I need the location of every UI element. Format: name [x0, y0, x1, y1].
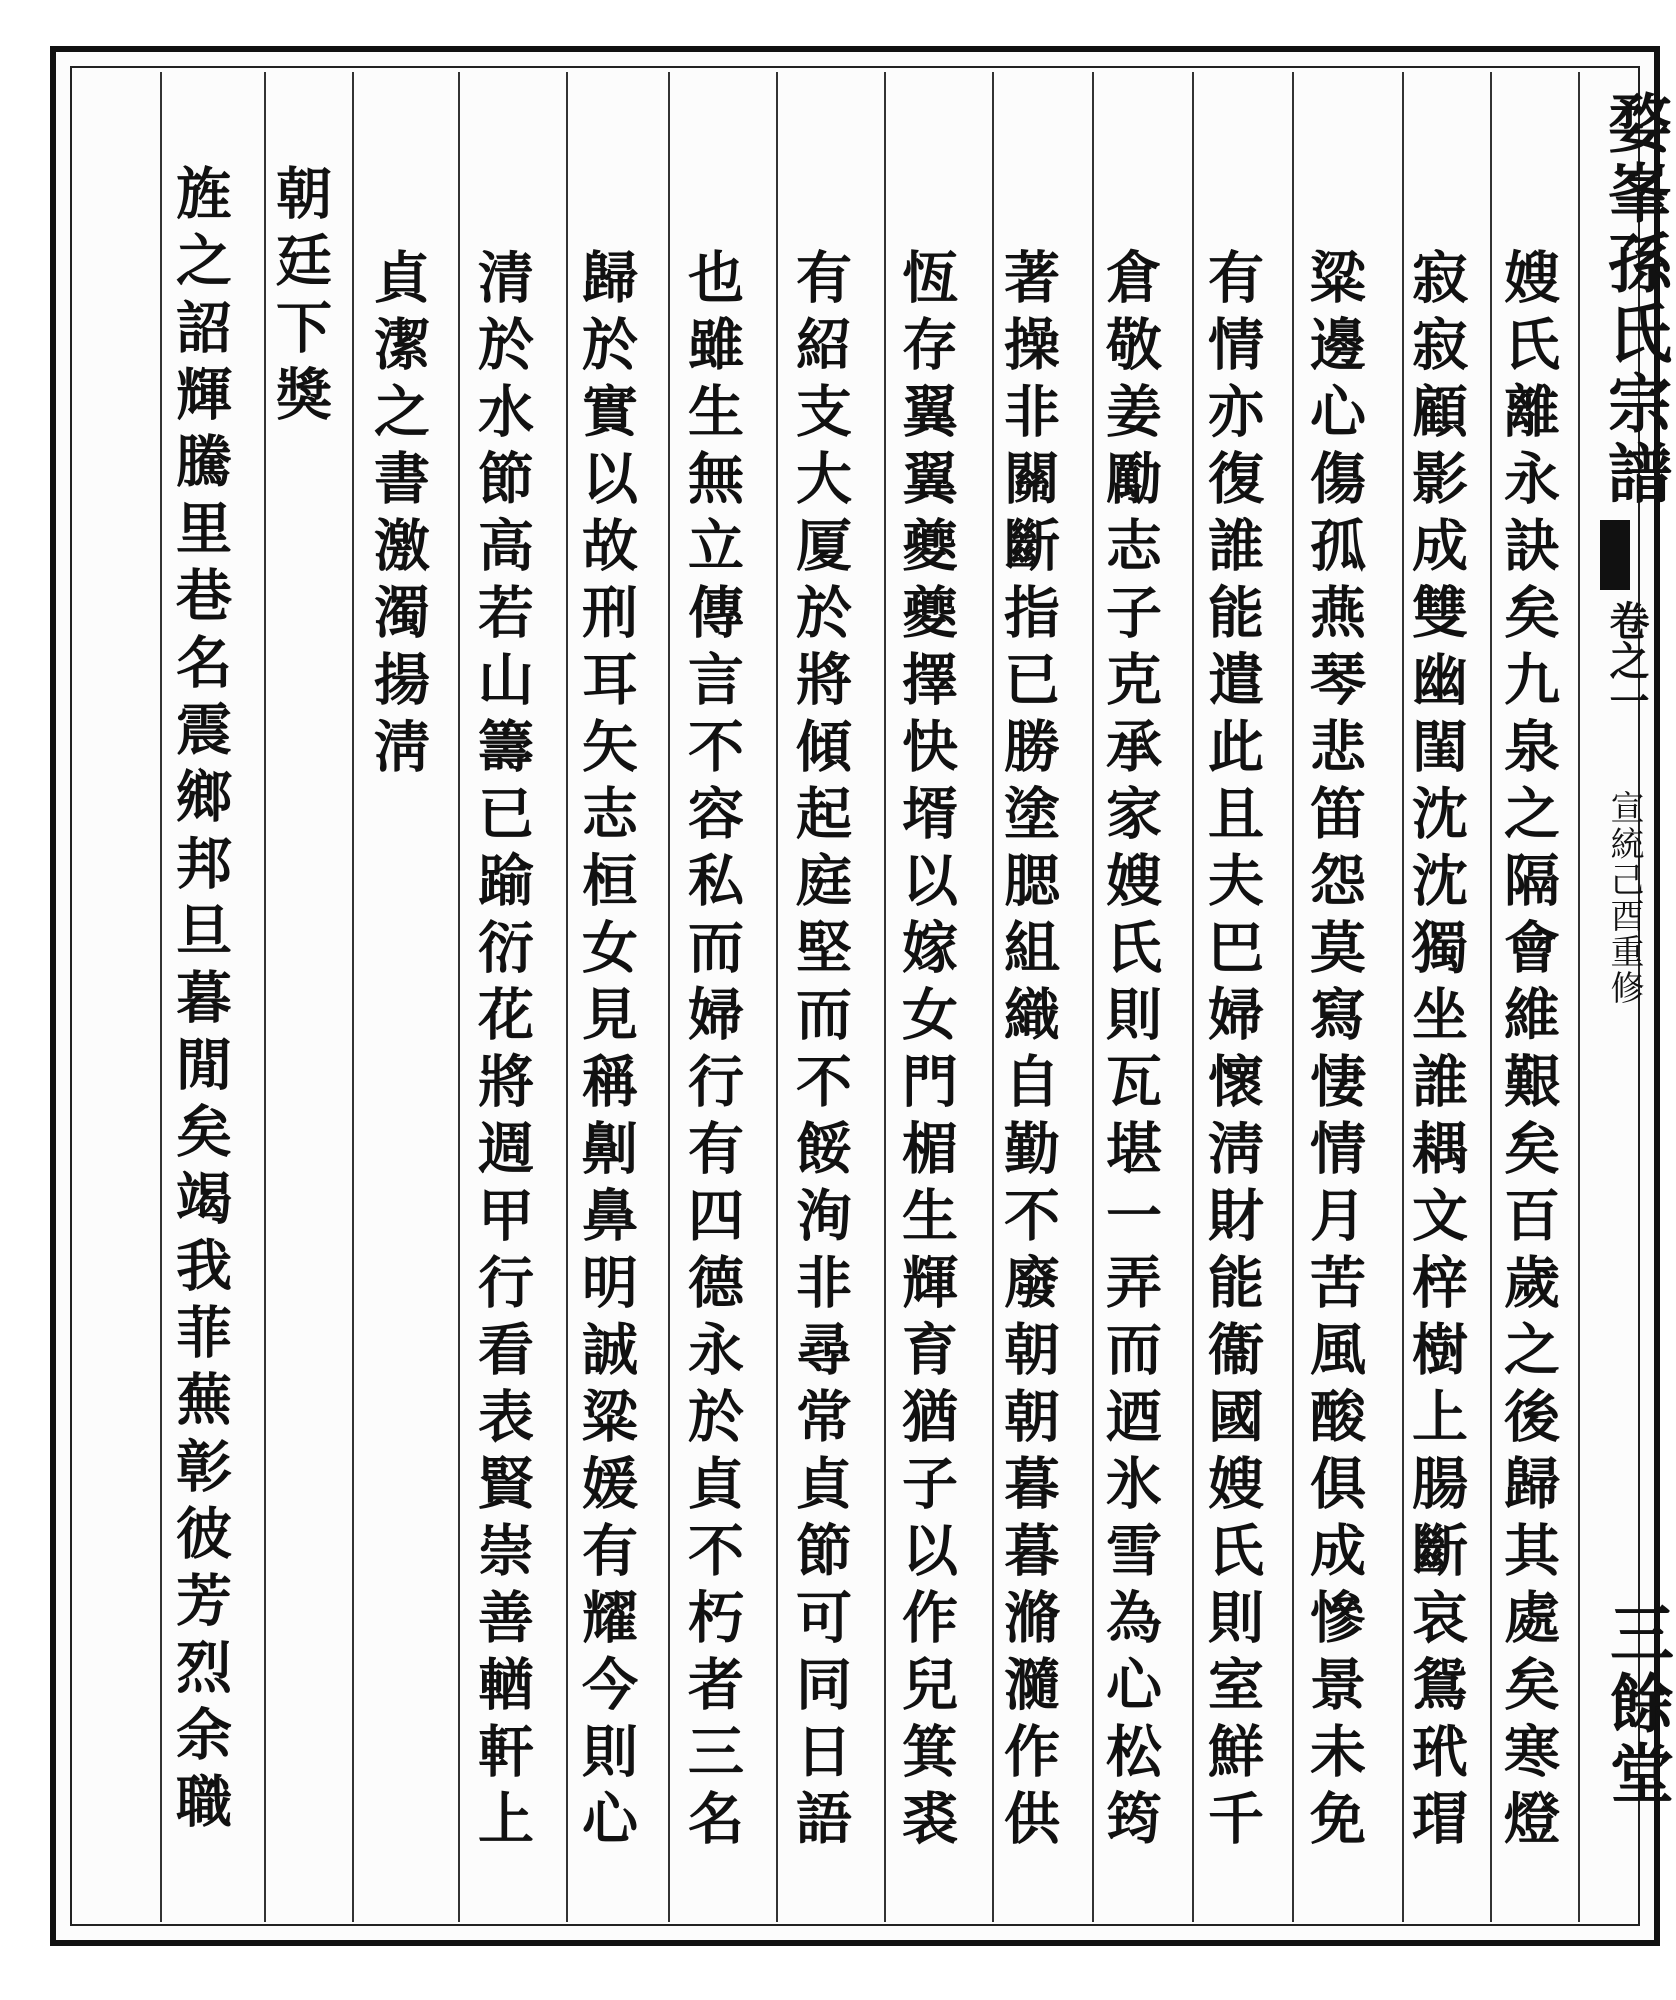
genealogy-title: 婺峯孫氏宗譜: [1597, 90, 1672, 510]
fish-tail-mark: [1600, 520, 1630, 590]
text-column-8: 有紹支大厦於將傾起庭堅而不餒洵非尋常貞節可同日語: [787, 248, 853, 1856]
text-column-5: 倉敬姜勵志子克承家嫂氏則瓦堪一弄而迺氷雪為心松筠: [1097, 248, 1163, 1856]
text-column-13: 朝廷下獎: [267, 164, 333, 432]
text-column-3: 粱邊心傷孤燕琴悲笛怨莫寫悽情月苦風酸俱成慘景未免: [1301, 248, 1367, 1856]
text-column-12: 貞潔之書激濁揚淸: [365, 248, 431, 784]
column-rule: [458, 72, 460, 1922]
text-column-6: 著操非關斷指已勝塗腮組織自勤不廢朝朝暮暮滫瀡作供: [995, 248, 1061, 1856]
edition-label: 宣統己酉重修: [1604, 790, 1644, 1006]
text-column-1: 嫂氏離永訣矣九泉之隔會維艱矣百歲之後歸其處矣寒燈: [1495, 248, 1561, 1856]
text-column-9: 也雖生無立傳言不容私而婦行有四德永於貞不朽者三名: [679, 248, 745, 1856]
column-rule: [1292, 72, 1294, 1922]
volume-label: 卷之一: [1603, 600, 1650, 720]
column-rule: [668, 72, 670, 1922]
banner-divider: [1578, 72, 1580, 1922]
text-column-14: 旌之詔輝騰里巷名震鄉邦旦暮閒矣竭我菲蕪彰彼芳烈余職: [167, 164, 233, 1839]
column-rule: [992, 72, 994, 1922]
text-column-11: 清於水節高若山籌已踰衍花將週甲行看表賢崇善輶軒上: [469, 248, 535, 1856]
column-rule: [352, 72, 354, 1922]
column-rule: [1490, 72, 1492, 1922]
text-column-2: 寂寂顧影成雙幽閨沈沈獨坐誰耦文梓樹上腸斷哀鴛玳瑁: [1403, 248, 1469, 1856]
hall-name: 三餘堂: [1599, 1600, 1674, 1810]
column-rule: [776, 72, 778, 1922]
text-column-7: 恆存翼翼夔夔擇快壻以嫁女門楣生輝育猶子以作兒箕裘: [893, 248, 959, 1856]
column-rule: [1092, 72, 1094, 1922]
column-rule: [1192, 72, 1194, 1922]
column-rule: [264, 72, 266, 1922]
column-rule: [566, 72, 568, 1922]
column-rule: [884, 72, 886, 1922]
text-column-4: 有情亦復誰能遣此且夫巴婦懷淸財能衞國嫂氏則室鮮千: [1199, 248, 1265, 1856]
column-rule: [160, 72, 162, 1922]
text-column-10: 歸於實以故刑耳矢志桓女見稱劓鼻明誠粱媛有耀今則心: [573, 248, 639, 1856]
